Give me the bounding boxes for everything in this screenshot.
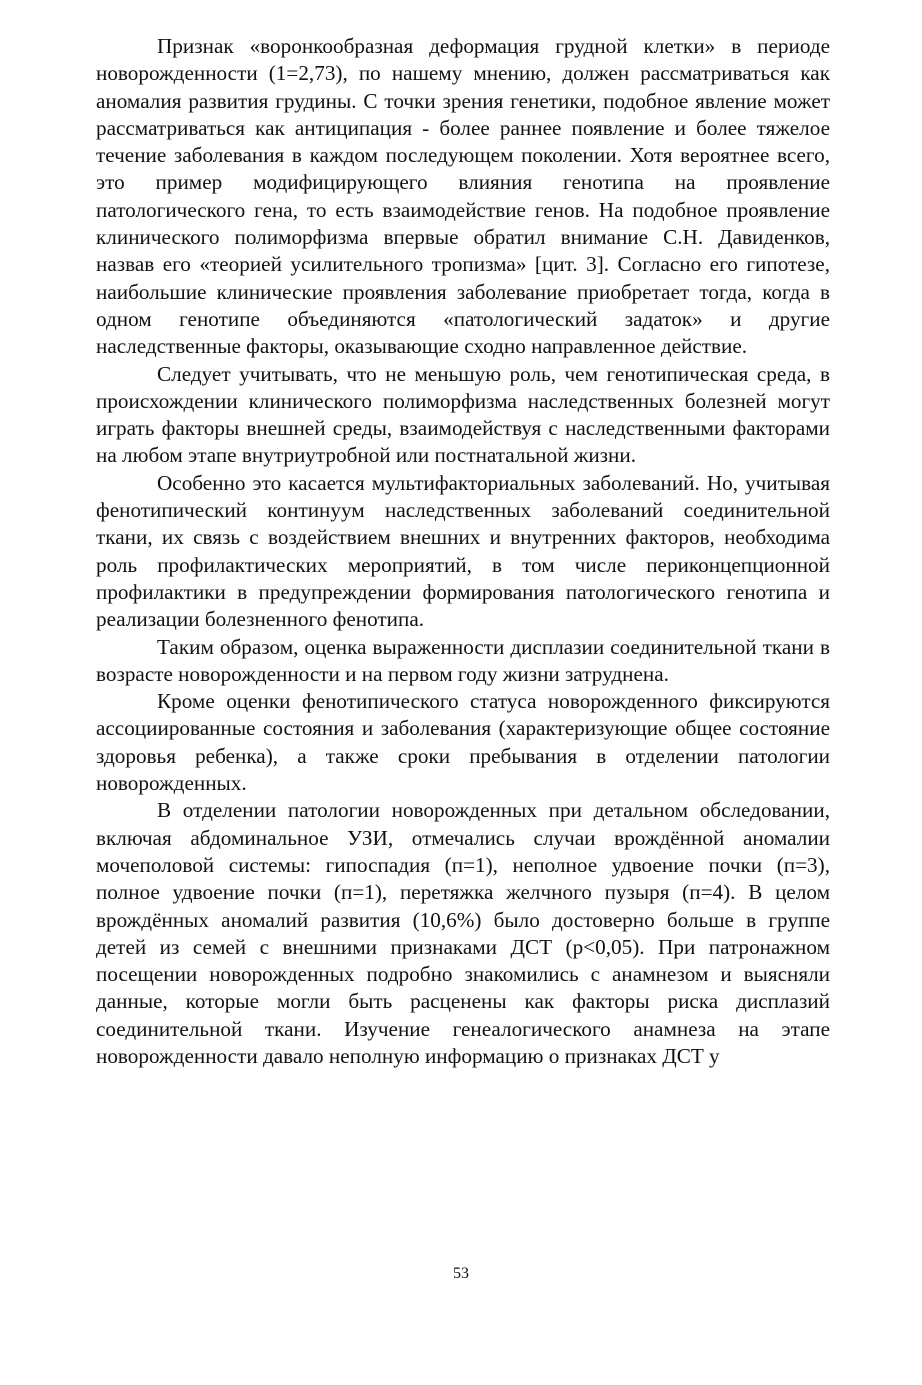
- paragraph-5: Кроме оценки фенотипического статуса новорожденного фиксируются ассоциированные состояния и заболевания (характеризующие общее состояние здоровья ребенка), а также сроки пребывания в отделении патологии новорожденных.: [96, 689, 830, 796]
- paragraph-1: Признак «воронкообразная деформация грудной клетки» в периоде новорожденности (1=2,73), по нашему мнению, должен рассматриваться как аномалия развития грудины. С точки зрения генетики, подобное явление может рассматриваться как антиципация - более раннее появление и более тяжелое течение заболевания в каждом последующем поколении. Хотя вероятнее всего, это пример модифицирующего влияния генотипа на проявление патологического гена, то есть взаимодействие генов. На подобное проявление клинического полиморфизма впервые обратил внимание С.Н. Давиденков, назвав его «теорией усилительного тропизма» [цит. 3]. Согласно его гипотезе, наибольшие клинические проявления заболевание приобретает тогда, когда в одном генотипе объединяются «патологический задаток» и другие наследственные факторы, оказывающие сходно направленное действие.: [96, 34, 830, 359]
- paragraph-3: Особенно это касается мультифакториальных заболеваний. Но, учитывая фенотипический континуум наследственных заболеваний соединительной ткани, их связь с воздействием внешних и внутренних факторов, необходима роль профилактических мероприятий, в том числе периконцепционной профилактики в предупреждении формирования патологического генотипа и реализации болезненного фенотипа.: [96, 470, 830, 632]
- paragraph-6: В отделении патологии новорожденных при детальном обследовании, включая абдоминальное УЗИ, отмечались случаи врождённой аномалии мочеполовой системы: гипоспадия (п=1), неполное удвоение почки (п=3), полное удвоение почки (п=1), перетяжка желчного пузыря (п=4). В целом врождённых аномалий развития (10,6%) было достоверно больше в группе детей из семей с внешними признаками ДСТ (р<0,05). При патронажном посещении новорожденных подробно знакомились с анамнезом и выясняли данные, которые могли быть расценены как факторы риска дисплазий соединительной ткани. Изучение генеалогического анамнеза на этапе новорожденности давало неполную информацию о признаках ДСТ у: [96, 798, 830, 1068]
- paragraph-2: Следует учитывать, что не меньшую роль, чем генотипическая среда, в происхождении клинического полиморфизма наследственных болезней могут играть факторы внешней среды, взаимодействуя с наследственными факторами на любом этапе внутриутробной или постнатальной жизни.: [96, 361, 830, 468]
- paragraph-4: Таким образом, оценка выраженности дисплазии соединительной ткани в возрасте новорожденности и на первом году жизни затруднена.: [96, 634, 830, 686]
- page-number: 53: [453, 1265, 469, 1282]
- document-body: [96, 33, 830, 1070]
